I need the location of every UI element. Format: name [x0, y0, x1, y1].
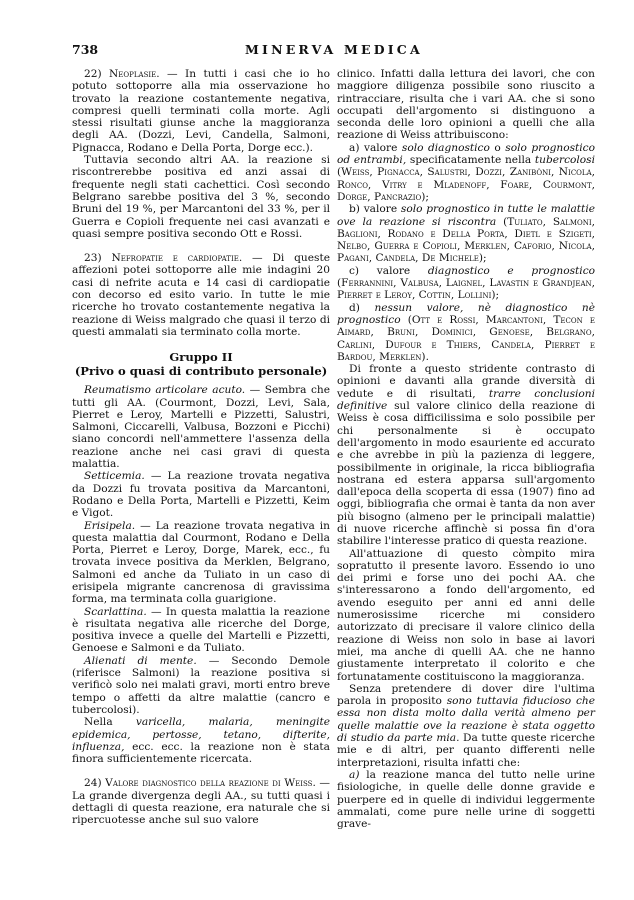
right-paragraph-4 — [337, 683, 595, 769]
varie-terms: varicella, malaria, meningite epidemica, pertosse, tetano, difterite, influenza, — [72, 716, 330, 753]
right-paragraph-3: All'attuazione di questo còmpito mira sopratutto il presente lavoro. Essendo io uno dei primi e forse uno dei pochi AA. che s'interessarono a fondo dell'argomento, ed avendo eseguito per anni ed anni delle numerosissime ricerche mi considero autorizzato di precisare il valore clinico della reazione di Weiss non solo in base ai lavori miei, ma anche di quelli AA. che ne hanno giustamente interpretato il colorito e che fortunatamente costituiscono la maggioranza. — [337, 547, 595, 683]
alienati-text: — Secondo Demole (riferisce Salmoni) la reazione positiva si verificò solo nei malati gravi, morti entro breve tempo o affetti da altre malattie (cancro e tubercolosi). — [72, 654, 330, 716]
right-p2-end: sul valore clinico della reazione di Weiss è cosa difficilissima e solo possibile per chi personalmente si è occupato dell'argomento in modo esauriente ed accurato e che avrebbe in più la pazienza di leggere, possibilmente in originale, la ricca bibliografia nostrana ed estera apparsa sull'argomento dall'epoca della scoperta di essa (1907) fino ad oggi, bibliografia che ormai è tanta da non aver più bisogno (almeno per le principali malattie) di nuove ricerche affinchè si possa fin d'ora stabilire l'interesse pratico di questa reazione. — [337, 400, 595, 548]
item-b-authors: (Tuliato, Salmoni, Baglioni, Rodano e Della Porta, Dietl e Szigeti, Nelbo, Guerra e Copioli, Merklen, Caforio, Nicola, Pagani, Candela, De Michele); — [337, 215, 595, 265]
right-intro-paragraph: clinico. Infatti dalla lettura dei lavori, che con maggiore diligenza possibile sono riuscito a rintracciare, risulta che i vari AA. che si sono occupati dell'argomento si distinguono a seconda delle loro opinioni a quelli che alla reazione di Weiss attribuiscono: — [337, 68, 595, 142]
item-a-term2: solo prognostico od entrambi, — [337, 141, 595, 167]
section-22-text: — In tutti i casi che io ho potuto sottoporre alla mia osservazione ho trovato la reazione costantemente negativa, compresi quelli terminati colla morte. Agli stessi risultati giunse anche la maggioranza degli AA. (Dozzi, Levi, Candella, Salmoni, Pignacca, Rodano e Della Porta, Dorge ecc.). — [72, 68, 330, 154]
item-d-label: d) — [349, 301, 375, 314]
right-column — [337, 68, 595, 830]
section-24-title: 24) Valore diagnostico della reazione di Weiss. — [84, 777, 316, 790]
item-a — [337, 142, 595, 203]
varie-text: ecc. ecc. la reazione non è stata finora sufficientemente ricercata. — [72, 740, 330, 766]
item-b-term: solo prognostico in tutte le malattie ove la reazione si riscontra — [337, 203, 595, 228]
alienati-term: Alienati di mente. — [84, 654, 197, 667]
setticemia-paragraph — [72, 470, 330, 519]
group-subtitle: (Privo o quasi di contributo personale) — [74, 364, 328, 379]
alienati-paragraph — [72, 655, 330, 716]
item-a-label: a) valore — [349, 141, 402, 154]
group-title: Gruppo II — [169, 350, 233, 365]
item-a-authors: (Weiss, Pignacca, Salustri, Dozzi, Zanibòni, Nicola, Ronco, Vitry e Mladenoff, Foare, Courmont, Dorge, Pancrazio); — [337, 166, 595, 203]
section-24-paragraph — [72, 777, 330, 826]
section-22-paragraph-2: Tuttavia secondo altri AA. la reazione si riscontrerebbe positiva ed anzi assai di frequente negli stati cachettici. Così secondo Belgrano sarebbe positiva del 3 %, secondo Bruni del 19 %, per Marcantoni del 33 %, per il Guerra e Copioli frequente nei casi avanzati e quasi sempre positiva secondo Ott e Rossi. — [72, 154, 330, 240]
section-24-text: — La grande divergenza degli AA., su tutti quasi i dettagli di questa reazione, era naturale che si ripercuotesse anche sul suo valore — [72, 777, 330, 827]
nella-word: Nella — [84, 716, 136, 729]
item-c-label: c) valore — [349, 264, 428, 277]
journal-title: MINERVA MEDICA — [245, 42, 423, 57]
right-p4-start: Senza pretendere di dover dire l'ultima parola in proposito — [337, 682, 595, 708]
page-number: 738 — [72, 42, 99, 57]
item-d-authors: (Ott e Rossi, Marcantoni, Tecon e Aimard, Bruni, Dominici, Genoese, Belgrano, Carlini, Dufour e Thiers, Candela, Pierret e Bardou, Merklen). — [337, 313, 595, 363]
item-c-term: diagnostico e prognostico — [427, 264, 596, 277]
scarlattina-term: Scarlattina. — [84, 605, 147, 618]
setticemia-text: — La reazione trovata negativa da Dozzi fu trovata positiva da Marcantoni, Rodano e Della Porta, Martelli e Pizzetti, Keim e Vigot. — [72, 470, 330, 520]
section-23-text: — Di queste affezioni potei sottoporre alle mie indagini 20 casi di nefrite acuta e 14 casi di cardiopatie con decorso ed esito vario. In tutte le mie ricerche ho trovato costantemente negativa la reazione di Weiss malgrado che quasi il terzo di questi ammalati sia terminato colla morte. — [72, 252, 330, 338]
right-p2-start: Di fronte a questo stridente contrasto di opinioni e davanti alla grande diversità di vedute e di risultati, — [337, 363, 595, 400]
reumatismo-text: — Sembra che tutti gli AA. (Courmont, Dozzi, Levi, Sala, Pierret e Leroy, Martelli e Pizzetti, Salustri, Salmoni, Ciccarelli, Valbusa, Bozzoni e Picchi) siano concordi nell'ammettere l'assenza della reazione anche nei casi gravi di questa malattia. — [72, 384, 330, 471]
item-a-term3: tubercolosi — [534, 154, 595, 167]
right-paragraph-5 — [337, 769, 595, 830]
item-c-authors: (Ferrannini, Valbusa, Laignel, Lavastin e Grandjean, Pierret e Leroy, Cottin, Lollini); — [337, 277, 595, 302]
section-23-title: 23) Nefropatie e cardiopatie. — [84, 252, 243, 265]
right-p4-term: sono tuttavia fiducioso che essa non dista molto dalla verità almeno per quelle malattie ove la reazione è stata oggetto di studio da parte mia. — [337, 695, 595, 745]
reumatismo-term: Reumatismo articolare acuto. — [84, 384, 246, 397]
item-c — [337, 265, 595, 302]
scarlattina-paragraph — [72, 606, 330, 655]
erisipela-text: — La reazione trovata negativa in questa malattia dal Courmont, Rodano e Della Porta, Pierret e Leroy, Dorge, Marek, ecc., fu trovata invece positiva da Merklen, Belgrano, Salmoni ed anche da Tuliato in un caso di erisipela migrante cancrenosa di gravissima forma, ma terminata colla guarigione. — [72, 519, 330, 606]
erisipela-term: Erisipela. — [84, 519, 136, 532]
right-p2-term: trarre conclusioni definitive — [337, 387, 595, 413]
left-column — [72, 68, 330, 827]
right-p5-text: la reazione manca del tutto nelle urine fisiologiche, in quelle delle donne gravide e puerpere ed in quelle di individui leggermente ammalati, come pure nelle urine di soggetti grave- — [337, 768, 595, 831]
section-22-paragraph — [72, 68, 330, 154]
right-p4-end: Da tutte queste ricerche mie e di altri, per quanto differenti nelle interpretazioni, risulta infatti che: — [337, 732, 595, 769]
item-a-mid2: specificatamente nella — [406, 154, 535, 167]
item-a-mid: o — [489, 141, 506, 154]
setticemia-term: Setticemia. — [84, 470, 145, 483]
right-paragraph-2 — [337, 363, 595, 547]
item-d-term: nessun valore, nè diagnostico nè prognostico — [337, 301, 595, 326]
item-b-label: b) valore — [349, 203, 401, 216]
erisipela-paragraph — [72, 520, 330, 606]
item-b — [337, 203, 595, 264]
right-p5-label: a) — [349, 768, 367, 781]
item-d — [337, 302, 595, 363]
reumatismo-paragraph — [72, 384, 330, 470]
varie-paragraph — [72, 716, 330, 765]
scarlattina-text: — In questa malattia la reazione è risultata negativa alle ricerche del Dorge, positiva invece a quelle del Martelli e Pizzetti, Genoese e Salmoni e da Tuliato. — [72, 605, 330, 655]
section-23-paragraph — [72, 252, 330, 338]
item-a-term: solo diagnostico — [401, 141, 490, 154]
section-22-title: 22) Neoplasie. — [84, 68, 160, 80]
